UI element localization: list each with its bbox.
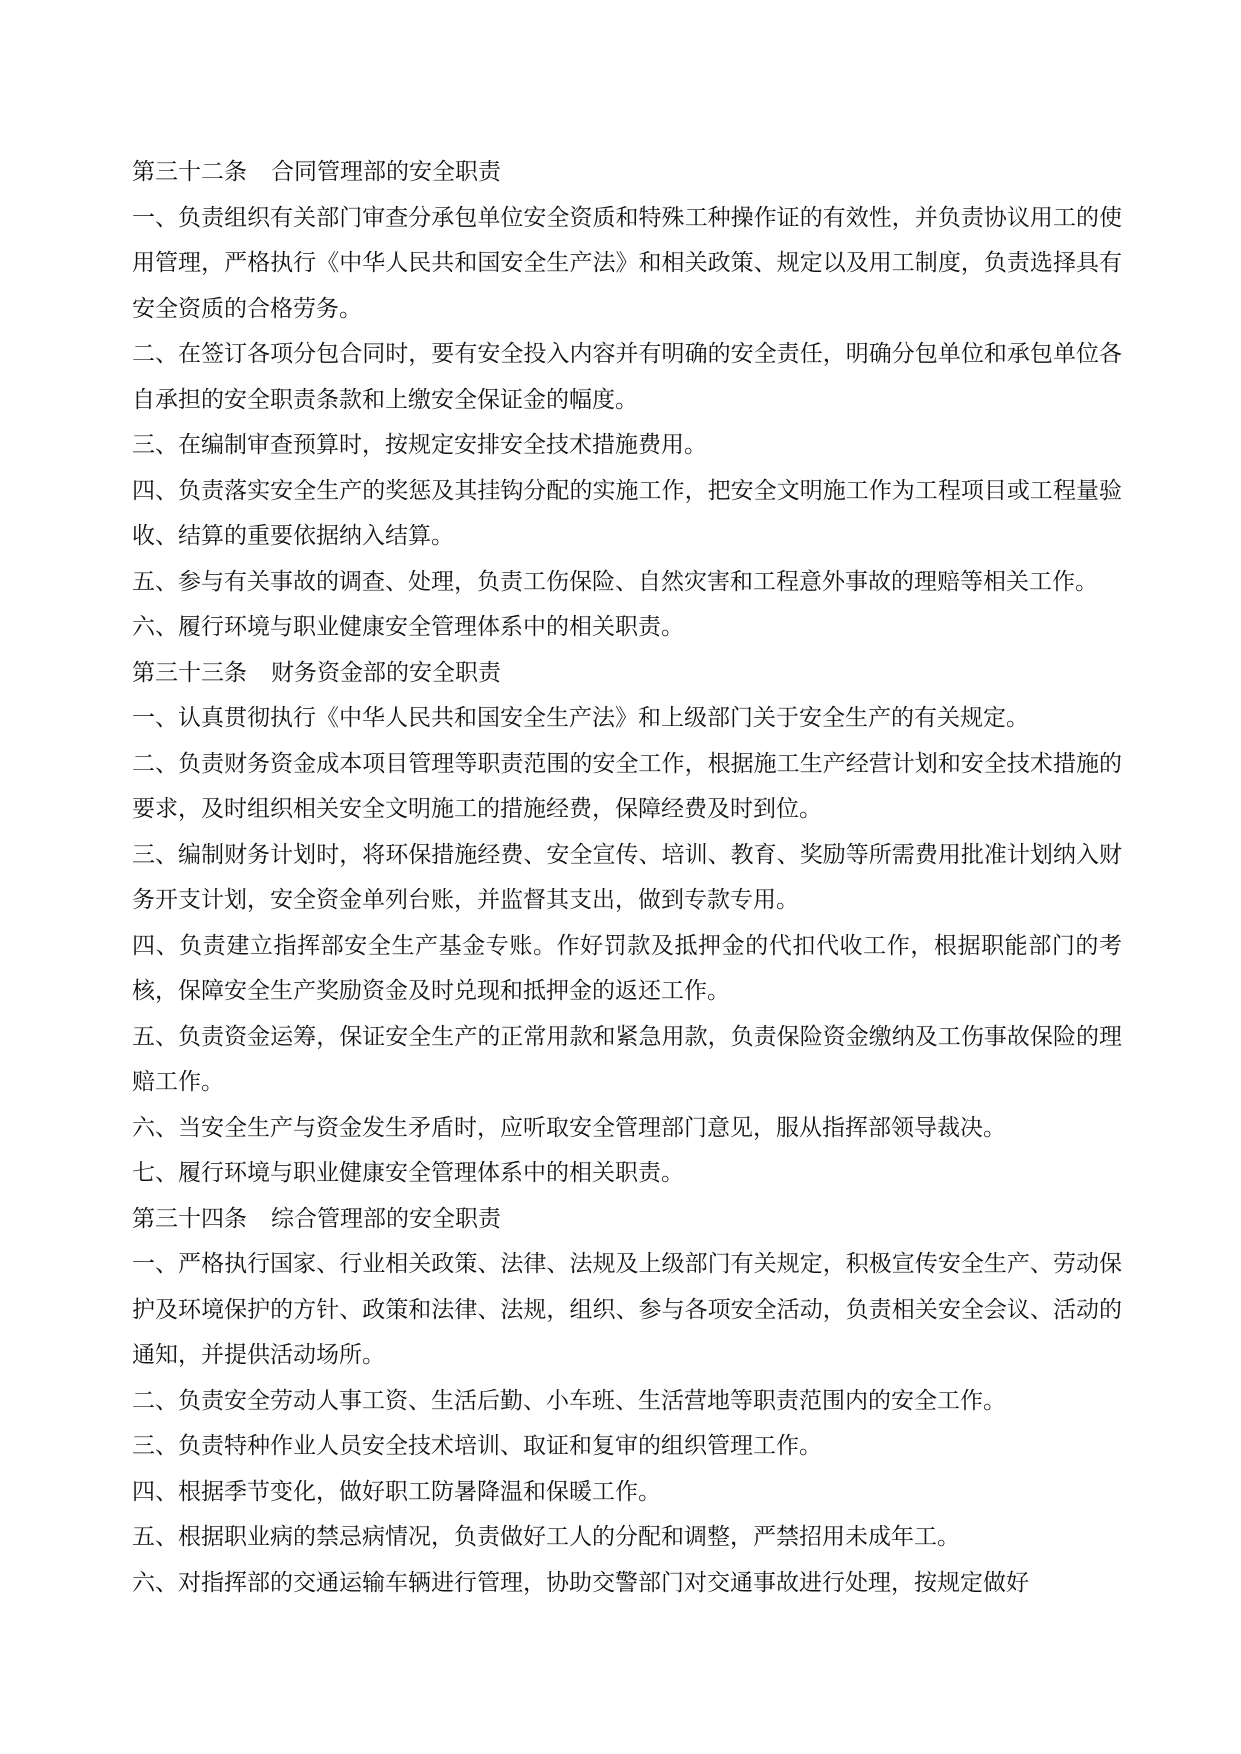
clause-paragraph: 一、认真贯彻执行《中华人民共和国安全生产法》和上级部门关于安全生产的有关规定。 (132, 705, 1029, 731)
article-heading (132, 651, 1122, 697)
document-body (132, 150, 1122, 1606)
clause-paragraph: 四、根据季节变化，做好职工防暑降温和保暖工作。 (132, 1478, 661, 1505)
clause-paragraph: 二、负责财务资金成本项目管理等职责范围的安全工作，根据施工生产经营计划和安全技术措施的要求，及时组织相关安全文明施工的措施经费，保障经费及时到位。 (132, 750, 1122, 822)
clause-paragraph: 五、参与有关事故的调查、处理，负责工伤保险、自然灾害和工程意外事故的理赔等相关工作。 (132, 568, 1098, 595)
clause-paragraph: 五、负责资金运筹，保证安全生产的正常用款和紧急用款，负责保险资金缴纳及工伤事故保险的理赔工作。 (132, 1023, 1122, 1095)
article-number: 第三十二条 (132, 159, 247, 185)
clause-paragraph: 五、根据职业病的禁忌病情况，负责做好工人的分配和调整，严禁招用未成年工。 (132, 1524, 960, 1550)
clause-paragraph: 六、履行环境与职业健康安全管理体系中的相关职责。 (132, 614, 684, 640)
clause-paragraph: 一、负责组织有关部门审查分承包单位安全资质和特殊工种操作证的有效性，并负责协议用工的使用管理，严格执行《中华人民共和国安全生产法》和相关政策、规定以及用工制度，负责选择具有安全资质的合格劳务。 (132, 204, 1122, 322)
clause-paragraph: 三、在编制审查预算时，按规定安排安全技术措施费用。 (132, 432, 707, 458)
article-title: 综合管理部的安全职责 (271, 1205, 501, 1232)
article-heading (132, 150, 1122, 196)
clause-paragraph: 三、负责特种作业人员安全技术培训、取证和复审的组织管理工作。 (132, 1433, 822, 1459)
clause-paragraph: 六、当安全生产与资金发生矛盾时，应听取安全管理部门意见，服从指挥部领导裁决。 (132, 1114, 1006, 1141)
clause-paragraph: 二、在签订各项分包合同时，要有安全投入内容并有明确的安全责任，明确分包单位和承包单位各自承担的安全职责条款和上缴安全保证金的幅度。 (132, 341, 1122, 413)
clause-paragraph: 二、负责安全劳动人事工资、生活后勤、小车班、生活营地等职责范围内的安全工作。 (132, 1387, 1006, 1414)
article-number: 第三十三条 (132, 659, 247, 686)
clause-paragraph: 六、对指挥部的交通运输车辆进行管理，协助交警部门对交通事故进行处理，按规定做好 (132, 1569, 1029, 1596)
article-heading (132, 1197, 1122, 1243)
clause-paragraph: 四、负责建立指挥部安全生产基金专账。作好罚款及抵押金的代扣代收工作，根据职能部门的考核，保障安全生产奖励资金及时兑现和抵押金的返还工作。 (132, 932, 1122, 1004)
clause-paragraph: 四、负责落实安全生产的奖惩及其挂钩分配的实施工作，把安全文明施工作为工程项目或工程量验收、结算的重要依据纳入结算。 (132, 477, 1122, 549)
clause-paragraph: 三、编制财务计划时，将环保措施经费、安全宣传、培训、教育、奖励等所需费用批准计划纳入财务开支计划，安全资金单列台账，并监督其支出，做到专款专用。 (132, 841, 1122, 913)
clause-paragraph: 一、严格执行国家、行业相关政策、法律、法规及上级部门有关规定，积极宣传安全生产、劳动保护及环境保护的方针、政策和法律、法规，组织、参与各项安全活动，负责相关安全会议、活动的通知，并提供活动场所。 (132, 1251, 1122, 1368)
clause-paragraph: 七、履行环境与职业健康安全管理体系中的相关职责。 (132, 1160, 684, 1186)
article-title: 合同管理部的安全职责 (271, 159, 501, 185)
article-title: 财务资金部的安全职责 (271, 659, 501, 686)
article-number: 第三十四条 (132, 1205, 247, 1232)
